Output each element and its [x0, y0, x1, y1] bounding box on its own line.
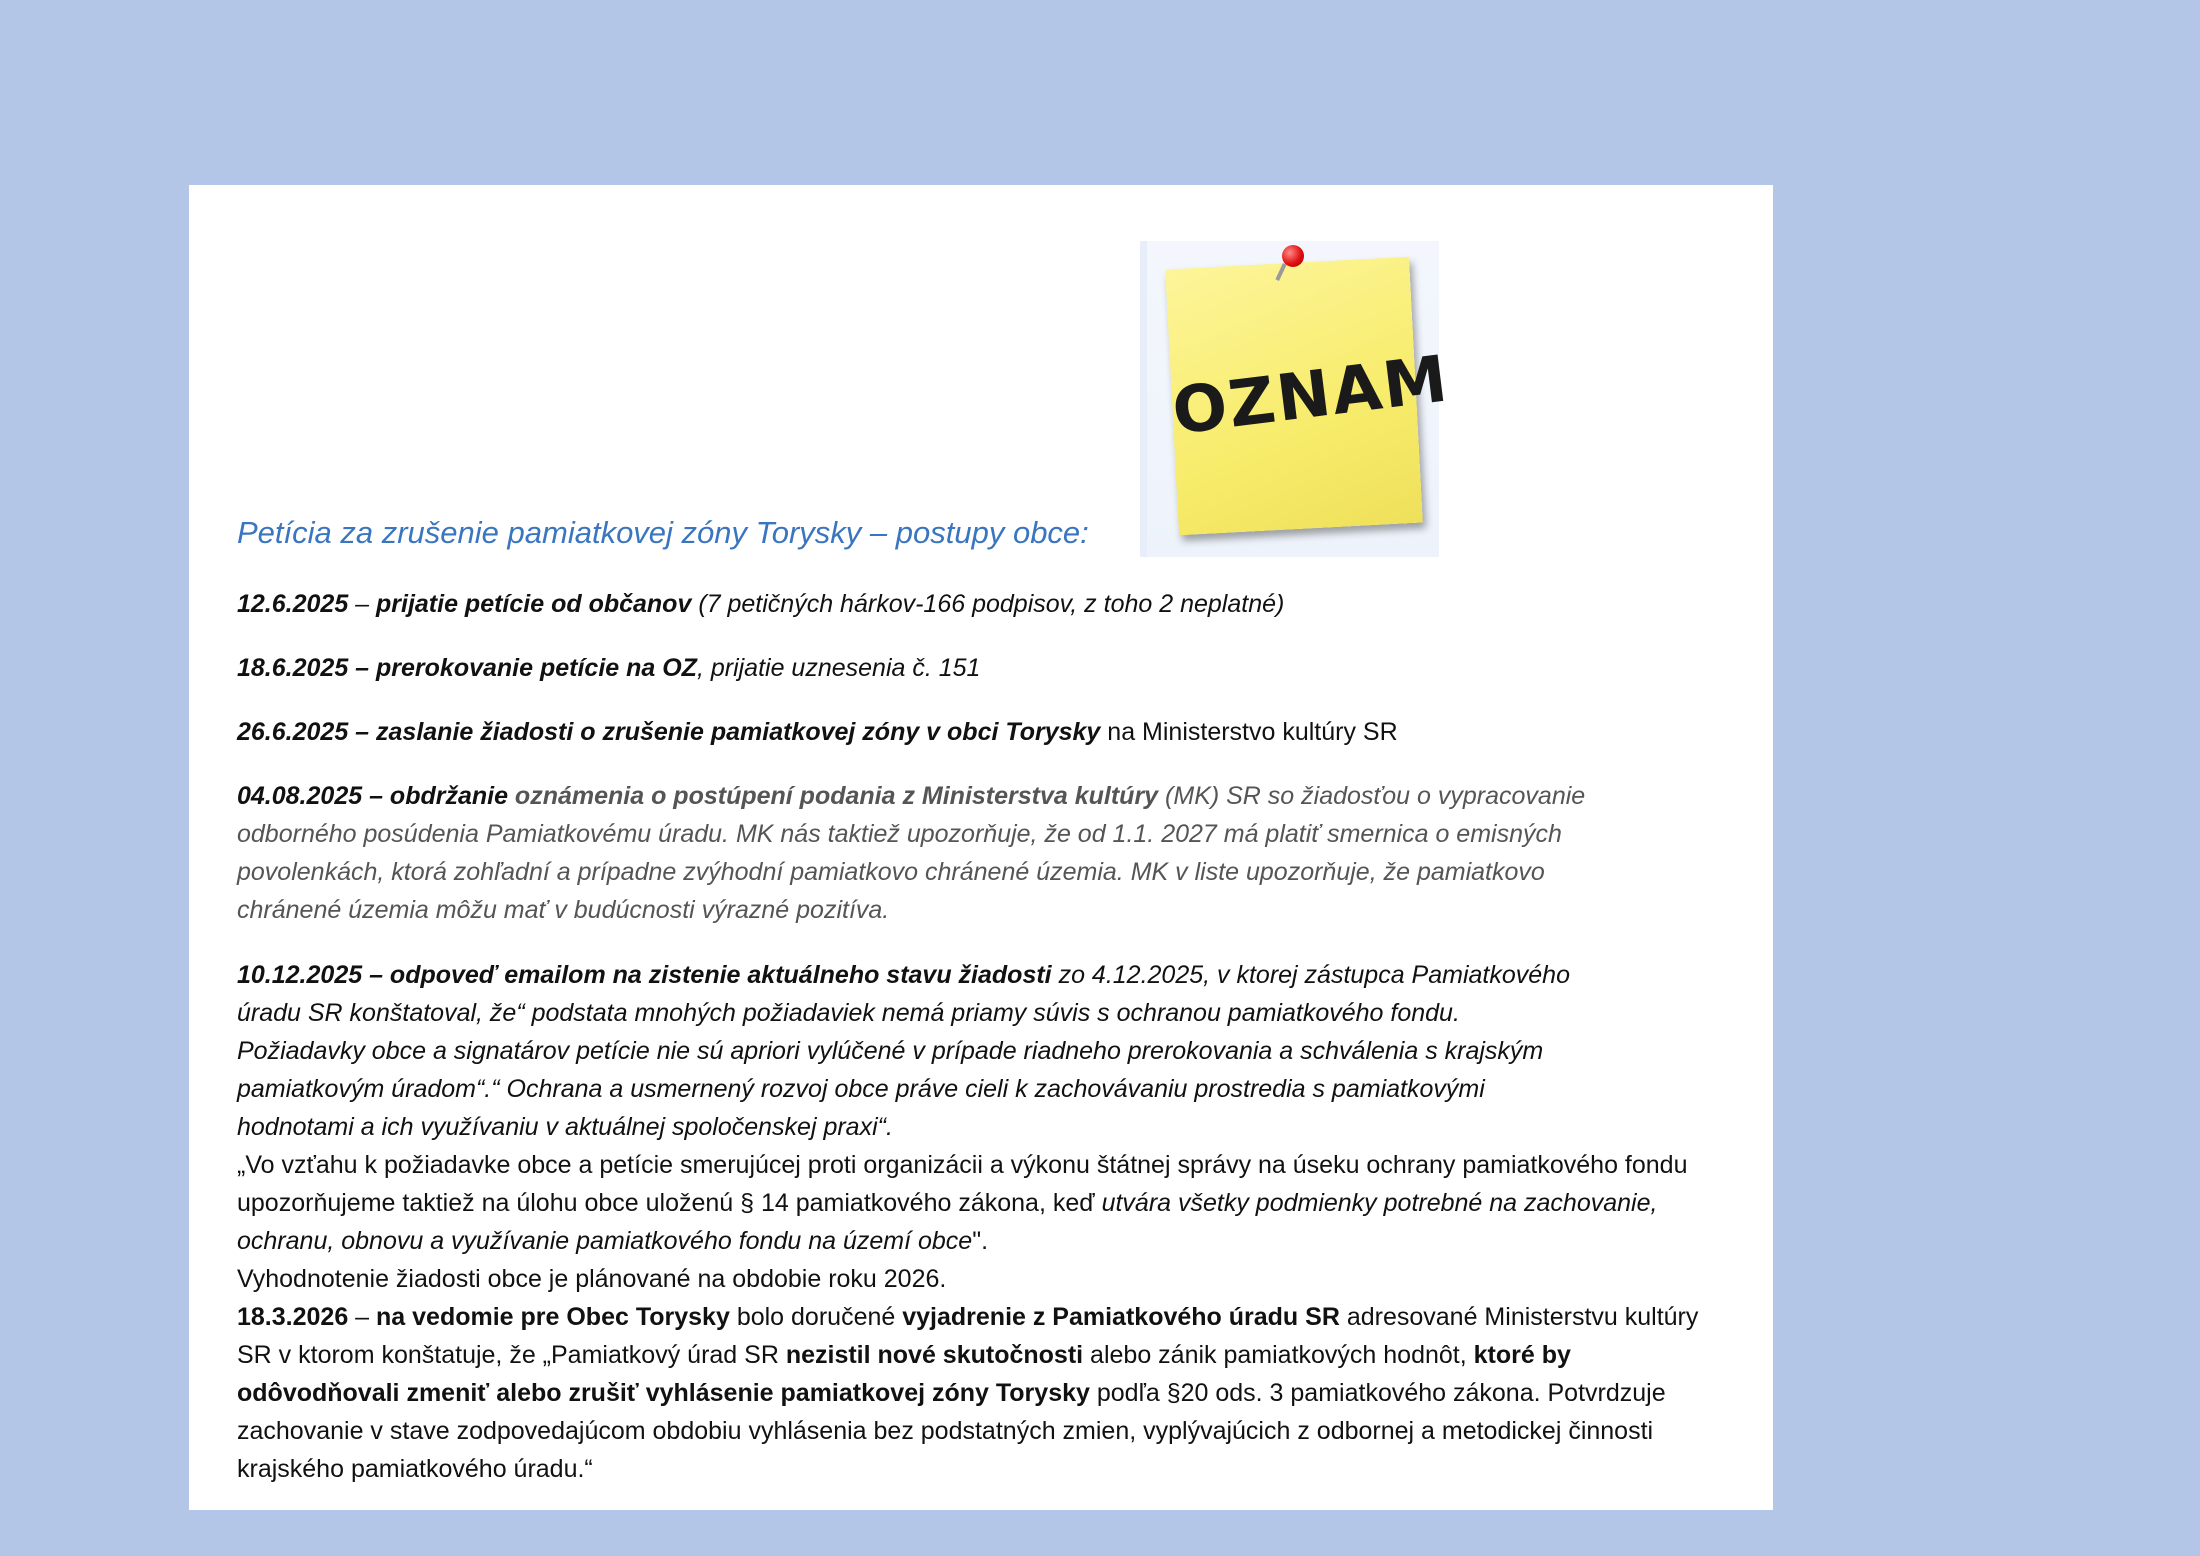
- entry-petition-discussed: [237, 649, 1777, 687]
- entry-date: 12.6.2025: [237, 590, 349, 618]
- entry-action: 26.6.2025 – zaslanie žiadosti o zrušenie pamiatkovej zóny v obci Torysky: [237, 718, 1101, 746]
- entry-ministry-notice: 04.08.2025 – obdržanie oznámenia o postúpení podania z Ministerstva kultúry (MK) SR so žiadosťou o vypracovanie odborného posúdenia Pamiatkovému úradu. MK nás taktiež upozorňuje, že od 1.1. 2027 má platiť smernica o emisných povolenkách, ktorá zohľadní a prípadne zvýhodní pamiatkovo chránené územia. MK v liste upozorňuje, že pamiatkovo chránené územia môžu mať v budúcnosti výrazné pozitíva.: [237, 782, 1586, 924]
- entry-action: prijatie petície od občanov: [376, 590, 692, 618]
- entry-petition-received: 12.6.2025 – prijatie petície od občanov (7 petičných hárkov-166 podpisov, z toho 2 neplatné): [237, 590, 1285, 618]
- entry-detail: , prijatie uznesenia č. 151: [696, 654, 981, 682]
- entry-action: 04.08.2025 – obdržanie: [237, 782, 508, 810]
- entry-request-sent: [237, 713, 1777, 751]
- page-title: Petícia za zrušenie pamiatkovej zóny Torysky – postupy obce:: [237, 515, 1089, 550]
- entry-heritage-office-statement: 18.3.2026 – na vedomie pre Obec Torysky bolo doručené vyjadrenie z Pamiatkového úradu SR adresované Ministerstvu kultúry SR v ktorom konštatuje, že „Pamiatkový úrad SR nezistil nové skutočnosti alebo zánik pamiatkových hodnôt, ktoré by odôvodňovali zmeniť alebo zrušiť vyhlásenie pamiatkovej zóny Torysky podľa §20 ods. 3 pamiatkového zákona. Potvrdzuje zachovanie v stave zodpovedajúcom obdobiu vyhlásenia bez podstatných zmien, vyplývajúcich z odbornej a metodickej činnosti krajského pamiatkového úradu.“: [237, 1303, 1699, 1483]
- sticky-note-paper: [1165, 257, 1454, 535]
- entry-email-response: 10.12.2025 – odpoveď emailom na zistenie aktuálneho stavu žiadosti zo 4.12.2025, v ktorej zástupca Pamiatkového úradu SR konštatoval, že“ podstata mnohých požiadaviek nemá priamy súvis s ochranou pamiatkového fondu. Požiadavky obce a signatárov petície nie sú apriori vylúčené v prípade riadneho prerokovania a schválenia s krajským pamiatkovým úradom“.“ Ochrana a usmernený rozvoj obce práve cieli k zachovávaniu prostredia s pamiatkovými hodnotami a ich využívaniu v aktuálnej spoločenskej praxi“. „Vo vzťahu k požiadavke obce a petície smerujúcej proti organizácii a výkonu štátnej správy na úseku ochrany pamiatkového fondu upozorňujeme taktiež na úlohu obce uloženú § 14 pamiatkového zákona, keď utvára všetky podmienky potrebné na zachovanie, ochranu, obnovu a využívanie pamiatkového fondu na území obce". Vyhodnotenie žiadosti obce je plánované na obdobie roku 2026.: [237, 961, 1688, 1293]
- oznam-sticky-note: [1140, 241, 1454, 557]
- note-label: OZNAM: [1168, 342, 1454, 450]
- entry-detail: (7 petičných hárkov-166 podpisov, z toho 2 neplatné): [691, 590, 1285, 618]
- document-page: [189, 185, 1773, 1510]
- pushpin-icon: [1282, 245, 1304, 267]
- entry-action: 18.6.2025 – prerokovanie petície na OZ: [237, 654, 697, 682]
- entry-detail: na Ministerstvo kultúry SR: [1100, 718, 1398, 746]
- entry-action: 10.12.2025 – odpoveď emailom na zistenie aktuálneho stavu žiadosti: [237, 961, 1052, 989]
- entry-date: 18.3.2026: [237, 1303, 349, 1331]
